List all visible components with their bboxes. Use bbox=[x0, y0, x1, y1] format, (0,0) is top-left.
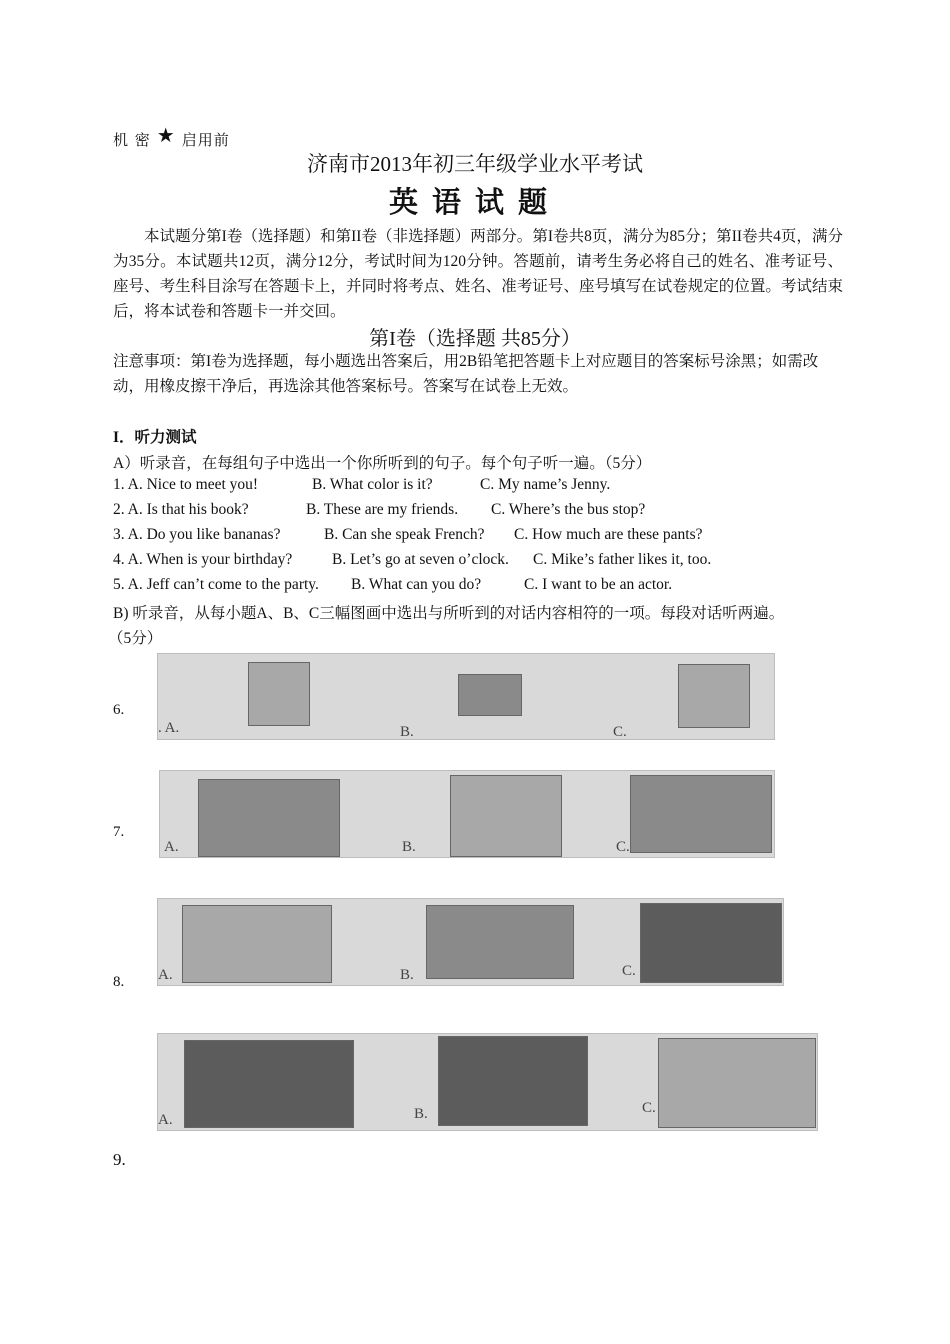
question-4 bbox=[113, 551, 712, 569]
question-number: 2. bbox=[113, 501, 125, 518]
option-c-label: C. bbox=[616, 839, 630, 855]
police-officer-picture bbox=[658, 1038, 816, 1128]
option-a: A. Is that his book? bbox=[127, 501, 249, 518]
chef-picture bbox=[438, 1036, 588, 1126]
section-title: 第I卷（选择题 共85分） bbox=[369, 328, 581, 350]
option-b: B. These are my friends. bbox=[306, 501, 459, 518]
question-1 bbox=[113, 476, 611, 494]
panda-picture bbox=[248, 662, 310, 726]
option-b: B. What color is it? bbox=[312, 476, 433, 493]
option-a: A. Jeff can’t come to the party. bbox=[127, 576, 319, 593]
option-b: B. Can she speak French? bbox=[324, 526, 485, 543]
part-title: I．听力测试 bbox=[113, 429, 197, 446]
partB-score: （5分） bbox=[108, 630, 163, 647]
koala-picture bbox=[458, 674, 522, 716]
question-6-pictures bbox=[157, 653, 775, 740]
before-use-label: 启用前 bbox=[181, 131, 230, 149]
question-number: 1. bbox=[113, 476, 125, 493]
option-b-label: B. bbox=[402, 839, 416, 855]
partA-instruction: A）听录音，在每组句子中选出一个你所听到的句子。每个句子听一遍。（5分） bbox=[113, 455, 652, 472]
question-number: 3. bbox=[113, 526, 125, 543]
exam-instructions bbox=[113, 224, 843, 324]
exam-title: 济南市2013年初三年级学业水平考试 bbox=[307, 152, 643, 176]
option-c: C. My name’s Jenny. bbox=[480, 476, 611, 493]
sunglasses-picture bbox=[450, 775, 562, 857]
question-6-number: 6. bbox=[113, 702, 125, 718]
option-b: B. What can you do? bbox=[351, 576, 482, 593]
option-c: C. Where’s the bus stop? bbox=[491, 501, 646, 518]
option-b-label: B. bbox=[400, 724, 414, 740]
bookshelf-picture bbox=[640, 903, 782, 983]
beach-picture bbox=[182, 905, 332, 983]
attention-note: 注意事项：第I卷为选择题，每小题选出答案后，用2B铅笔把答题卡上对应题目的答案标号涂黑；如需改动，用橡皮擦干净后，再选涂其他答案标号。答案写在试卷上无效。 bbox=[113, 353, 819, 395]
option-c-label: C. bbox=[622, 963, 636, 979]
confidential-mark bbox=[113, 123, 230, 150]
option-a: A. When is your birthday? bbox=[127, 551, 293, 568]
question-3 bbox=[113, 526, 703, 544]
question-7-pictures bbox=[159, 770, 775, 858]
option-b-label: B. bbox=[400, 967, 414, 983]
question-7-number: 7. bbox=[113, 824, 125, 840]
question-9-number: 9. bbox=[113, 1150, 126, 1169]
teacher-blackboard-picture bbox=[184, 1040, 354, 1128]
question-8-number: 8. bbox=[113, 974, 125, 990]
option-b: B. Let’s go at seven o’clock. bbox=[332, 551, 509, 568]
question-9-pictures bbox=[157, 1033, 818, 1131]
option-c: C. How much are these pants? bbox=[514, 526, 703, 543]
backpack-girl-picture bbox=[630, 775, 772, 853]
option-b-label: B. bbox=[414, 1106, 428, 1122]
instructions-text: 本试题分第I卷（选择题）和第II卷（非选择题）两部分。第I卷共8页，满分为85分；第II卷共4页，满分为35分。本试题共12页，满分12分，考试时间为120分钟。答题前，请考生务必将自己的姓名、准考证号、座号、考生科目涂写在答题卡上，并同时将考点、姓名、准考证号、座号填写在试卷规定的位置。考试结束后，将本试卷和答题卡一并交回。 bbox=[113, 228, 843, 320]
option-a-label: . A. bbox=[158, 720, 180, 736]
question-2 bbox=[113, 501, 646, 519]
confidential-label: 机 密 bbox=[113, 131, 151, 149]
giraffe-picture bbox=[678, 664, 750, 728]
question-number: 4. bbox=[113, 551, 125, 568]
partB-instruction: B) 听录音，从每小题A、B、C三幅图画中选出与所听到的对话内容相符的一项。每段对话听两遍。 bbox=[113, 605, 785, 622]
option-a-label: A. bbox=[158, 1112, 173, 1128]
option-a: A. Do you like bananas? bbox=[127, 526, 281, 543]
subject-title: 英语试题 bbox=[388, 185, 561, 219]
option-c-label: C. bbox=[642, 1100, 656, 1116]
question-8-pictures bbox=[157, 898, 784, 986]
star-icon: ★ bbox=[156, 123, 176, 147]
option-c-label: C. bbox=[613, 724, 627, 740]
question-5 bbox=[113, 576, 673, 594]
option-a-label: A. bbox=[164, 839, 179, 855]
question-number: 5. bbox=[113, 576, 125, 593]
option-c: C. I want to be an actor. bbox=[524, 576, 673, 593]
umbrella-rain-picture bbox=[198, 779, 340, 857]
option-c: C. Mike’s father likes it, too. bbox=[533, 551, 712, 568]
building-picture bbox=[426, 905, 574, 979]
option-a: A. Nice to meet you! bbox=[127, 476, 259, 493]
option-a-label: A. bbox=[158, 967, 173, 983]
